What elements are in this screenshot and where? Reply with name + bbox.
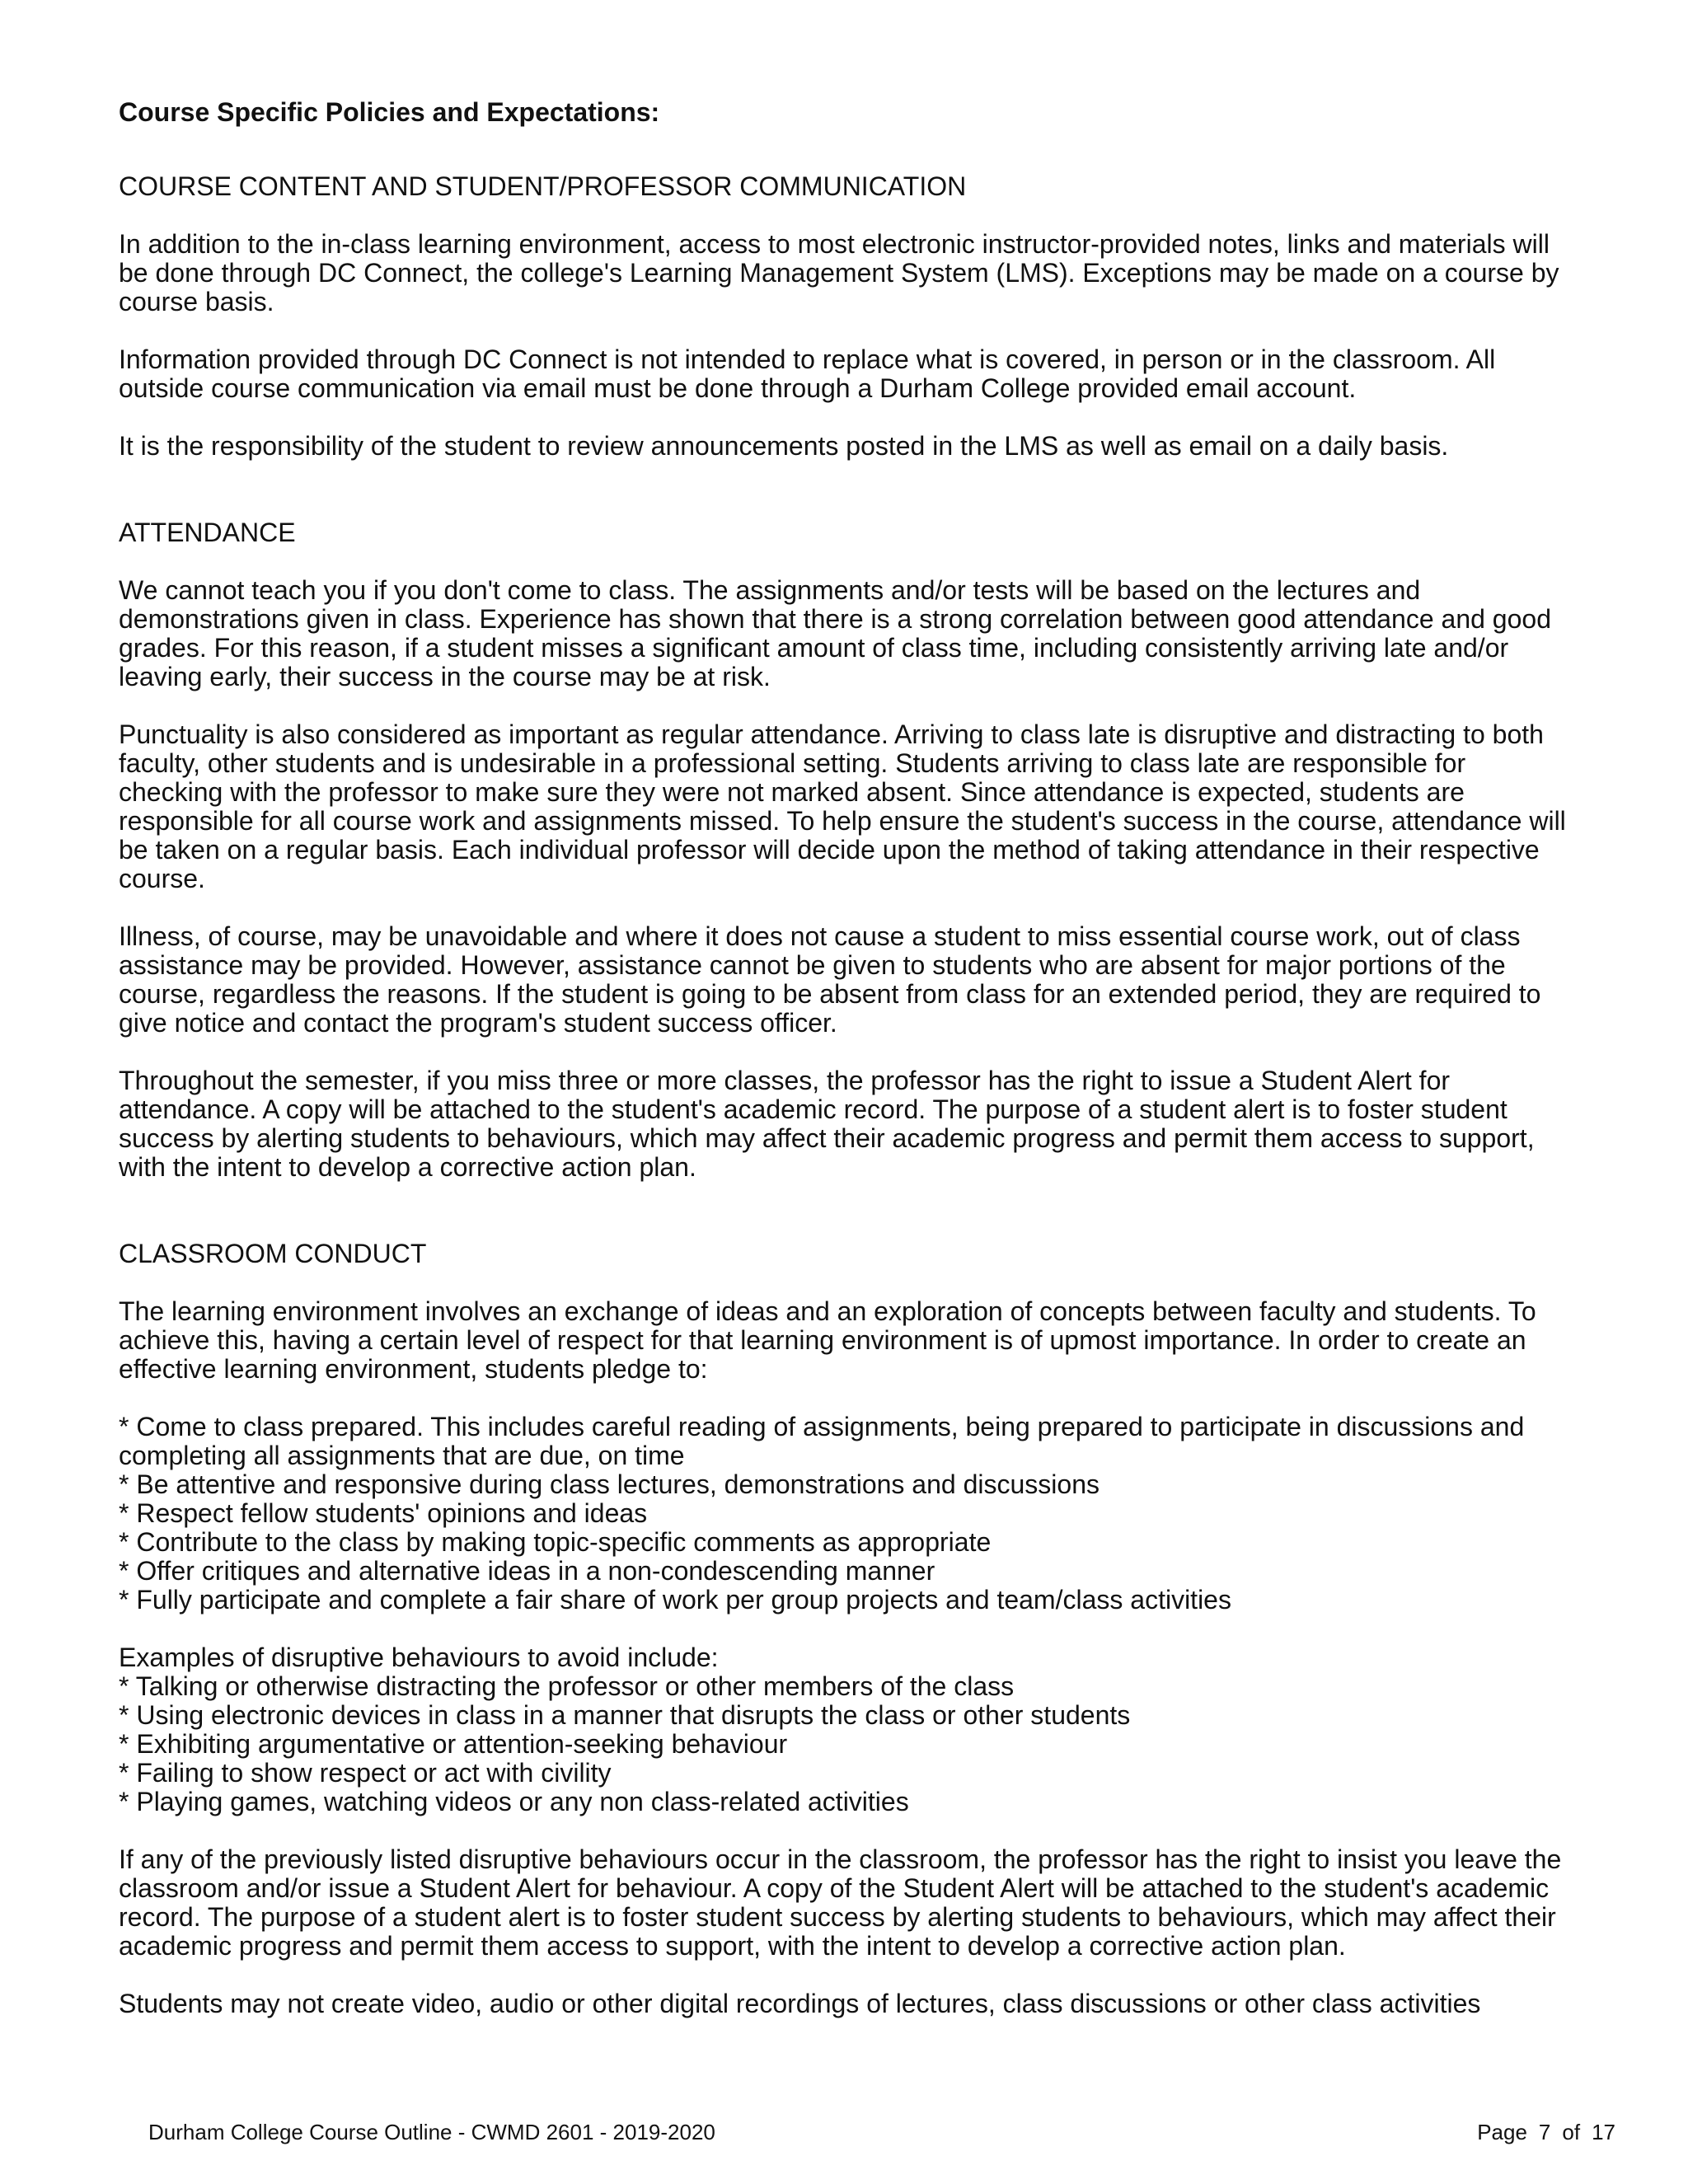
disruptive-behaviour-list [119, 1643, 1569, 1816]
list-item: * Respect fellow students' opinions and ideas [119, 1498, 648, 1528]
list-item: * Come to class prepared. This includes careful reading of assignments, being prepared to participate in discussions and completing all assignments that are due, on time [119, 1412, 1525, 1470]
page-number [1465, 2120, 1615, 2144]
paragraph: The learning environment involves an exchange of ideas and an exploration of concepts between faculty and students. To achieve this, having a certain level of respect for that learning environment is of upmost importance. In order to create an effective learning environment, students pledge to: [119, 1296, 1536, 1384]
list-item: * Using electronic devices in class in a manner that disrupts the class or other students [119, 1700, 1131, 1730]
paragraph: Students may not create video, audio or other digital recordings of lectures, class discussions or other class activities [119, 1989, 1481, 2018]
footer-course-outline: Durham College Course Outline - CWMD 2601 - 2019-2020 [148, 2120, 715, 2144]
page-label: Page [1477, 2120, 1527, 2144]
pledge-list [119, 1413, 1569, 1615]
list-intro: Examples of disruptive behaviours to avoid include: [119, 1643, 719, 1672]
total-page-count: 17 [1592, 2120, 1615, 2144]
list-item: * Failing to show respect or act with civility [119, 1758, 612, 1788]
paragraph: Throughout the semester, if you miss three or more classes, the professor has the right to issue a Student Alert for attendance. A copy will be attached to the student's academic record. The purpose of a student alert is to foster student success by alerting students to behaviours, which may affect their academic progress and permit them access to support, with the intent to develop a corrective action plan. [119, 1066, 1535, 1182]
list-item: * Exhibiting argumentative or attention-seeking behaviour [119, 1729, 788, 1759]
list-item: * Offer critiques and alternative ideas in a non-condescending manner [119, 1556, 935, 1586]
current-page-number: 7 [1538, 2120, 1551, 2144]
paragraph: Punctuality is also considered as important as regular attendance. Arriving to class late is disruptive and distracting to both faculty, other students and is undesirable in a professional setting. Students arriving to class late are responsible for checking with the professor to make sure they were not marked absent. Since attendance is expected, students are responsible for all course work and assignments missed. To help ensure the student's success in the course, attendance will be taken on a regular basis. Each individual professor will decide upon the method of taking attendance in their respective course. [119, 719, 1566, 893]
list-item: * Fully participate and complete a fair share of work per group projects and team/class activities [119, 1585, 1231, 1615]
paragraph: It is the responsibility of the student to review announcements posted in the LMS as well as email on a daily basis. [119, 431, 1449, 461]
of-label: of [1562, 2120, 1581, 2144]
paragraph: We cannot teach you if you don't come to class. The assignments and/or tests will be based on the lectures and demonstrations given in class. Experience has shown that there is a strong correlation between good attendance and good grades. For this reason, if a student misses a significant amount of class time, including consistently arriving late and/or leaving early, their success in the course may be at risk. [119, 575, 1551, 691]
section-heading-communication: COURSE CONTENT AND STUDENT/PROFESSOR COMMUNICATION [119, 171, 967, 201]
section-heading-attendance: ATTENDANCE [119, 518, 296, 547]
paragraph: Illness, of course, may be unavoidable and where it does not cause a student to miss essential course work, out of class assistance may be provided. However, assistance cannot be given to students who are absent for major portions of the course, regardless the reasons. If the student is going to be absent from class for an extended period, they are required to give notice and contact the program's student success officer. [119, 921, 1541, 1038]
list-item: * Contribute to the class by making topic-specific comments as appropriate [119, 1527, 992, 1557]
paragraph: If any of the previously listed disruptive behaviours occur in the classroom, the professor has the right to insist you leave the classroom and/or issue a Student Alert for behaviour. A copy of the Student Alert will be attached to the student's academic record. The purpose of a student alert is to foster student success by alerting students to behaviours, which may affect their academic progress and permit them access to support, with the intent to develop a corrective action plan. [119, 1844, 1562, 1961]
list-item: * Talking or otherwise distracting the professor or other members of the class [119, 1671, 1015, 1701]
document-page [119, 97, 1569, 2047]
paragraph: In addition to the in-class learning environment, access to most electronic instructor-provided notes, links and materials will be done through DC Connect, the college's Learning Management System (LMS). Exceptions may be made on a course by course basis. [119, 229, 1559, 316]
list-item: * Playing games, watching videos or any non class-related activities [119, 1787, 909, 1816]
paragraph: Information provided through DC Connect is not intended to replace what is covered, in person or in the classroom. All outside course communication via email must be done through a Durham College provided email account. [119, 344, 1496, 403]
document-title: Course Specific Policies and Expectations: [119, 97, 660, 127]
list-item: * Be attentive and responsive during class lectures, demonstrations and discussions [119, 1469, 1100, 1499]
section-heading-classroom-conduct: CLASSROOM CONDUCT [119, 1239, 427, 1268]
